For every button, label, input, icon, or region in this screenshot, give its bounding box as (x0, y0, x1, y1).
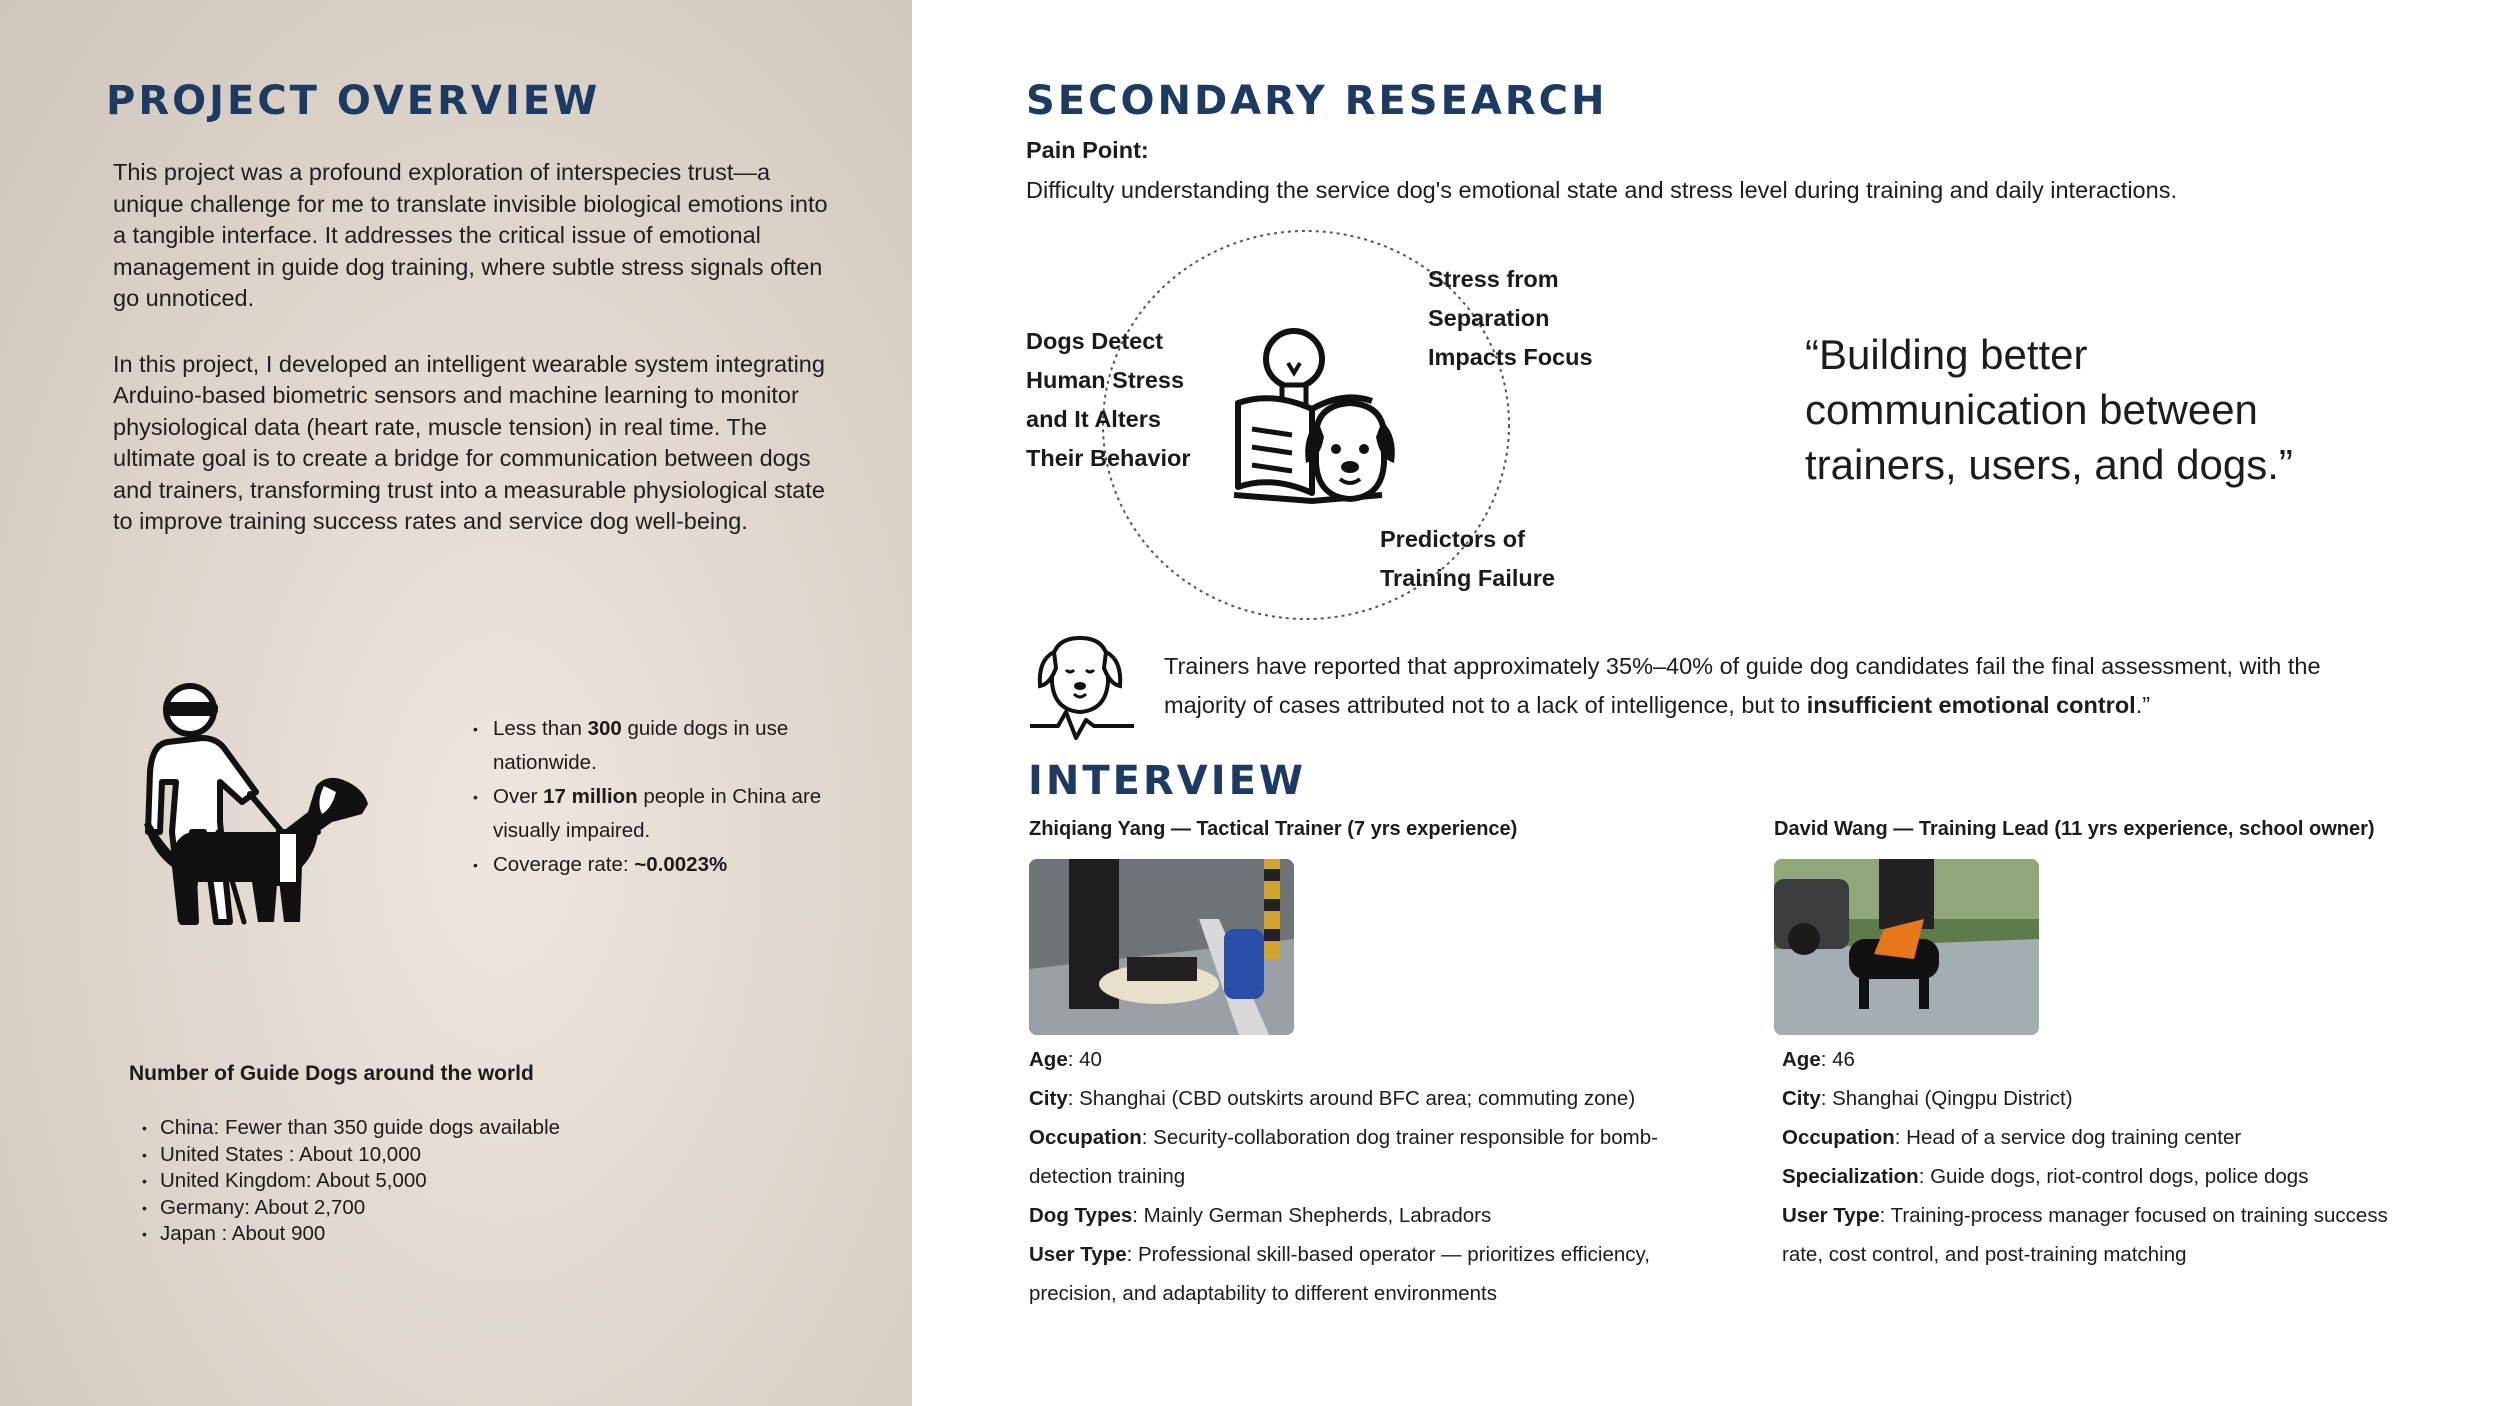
world-item: • China: Fewer than 350 guide dogs available (140, 1115, 740, 1142)
person-detail-row: City: Shanghai (CBD outskirts around BFC area; commuting zone) (1029, 1087, 1636, 1110)
stat-item: • Over 17 million people in China are visually impaired. (473, 780, 833, 848)
overview-paragraph-1: This project was a profound exploration of interspecies trust—a unique challenge for me to translate invisible biological emotions into a tangible interface. It addresses the critical issue of emotional management in guide dog training, where subtle stress signals often go unnoticed. (113, 159, 828, 311)
person1-header: Zhiqiang Yang — Tactical Trainer (7 yrs experience) (1029, 818, 1518, 840)
pain-point-text: Difficulty understanding the service dog's emotional state and stress level during training and daily interactions. (1026, 177, 2177, 203)
stat-item: • Less than 300 guide dogs in use nationwide. (473, 712, 833, 780)
pain-point-label: Pain Point: (1026, 137, 1149, 163)
overview-title: PROJECT OVERVIEW (106, 78, 601, 124)
world-item: • United Kingdom: About 5,000 (140, 1168, 740, 1195)
person-detail-row: City: Shanghai (Qingpu District) (1782, 1087, 2073, 1110)
interview-title: INTERVIEW (1028, 758, 1307, 804)
person-detail-row: Occupation: Head of a service dog training center (1782, 1126, 2242, 1149)
person1-photo (1029, 859, 1294, 1035)
person-detail-row: Age: 46 (1782, 1048, 1855, 1071)
stat-item: • Coverage rate: ~0.0023% (473, 848, 833, 882)
node-human-stress: Dogs Detect Human Stress and It Alters Their Behavior (1026, 328, 1191, 471)
guide-dog-person-icon (132, 682, 382, 927)
world-item: • Germany: About 2,700 (140, 1195, 740, 1222)
node-training-failure: Predictors of Training Failure (1380, 526, 1555, 591)
research-title: SECONDARY RESEARCH (1026, 78, 1608, 124)
book-dog-bulb-icon (1232, 325, 1410, 505)
person-detail-row: User Type: Training-process manager focused on training success rate, cost control, and post-training matching (1782, 1204, 2388, 1266)
person-detail-row: Specialization: Guide dogs, riot-control dogs, police dogs (1782, 1165, 2309, 1188)
node-separation-stress: Stress from Separation Impacts Focus (1428, 266, 1593, 370)
person2-details (1782, 1040, 2422, 1274)
world-item: • United States : About 10,000 (140, 1142, 740, 1169)
research-quote: “Building better communication between trainers, users, and dogs.” (1805, 331, 2293, 488)
person2-photo (1774, 859, 2039, 1035)
world-list (140, 1115, 740, 1248)
person-detail-row: User Type: Professional skill-based operator — prioritizes efficiency, precision, and adaptability to different environments (1029, 1243, 1650, 1305)
stats-list (473, 712, 833, 882)
world-title: Number of Guide Dogs around the world (129, 1062, 534, 1085)
dog-heartbeat-icon (1030, 632, 1134, 740)
overview-paragraph-2: In this project, I developed an intelligent wearable system integrating Arduino-based biometric sensors and machine learning to monitor physiological data (heart rate, muscle tension) in real time. The ultimate goal is to create a bridge for communication between dogs and trainers, transforming trust into a measurable physiological state to improve training success rates and service dog well-being. (113, 350, 825, 534)
person-detail-row: Age: 40 (1029, 1048, 1102, 1071)
person2-header: David Wang — Training Lead (11 yrs experience, school owner) (1774, 818, 2375, 840)
person-detail-row: Occupation: Security-collaboration dog trainer responsible for bomb-detection training (1029, 1126, 1658, 1188)
person-detail-row: Dog Types: Mainly German Shepherds, Labradors (1029, 1204, 1492, 1227)
world-item: • Japan : About 900 (140, 1221, 740, 1248)
person1-details (1029, 1040, 1729, 1313)
overview-text (113, 157, 833, 572)
research-finding: Trainers have reported that approximately 35%–40% of guide dog candidates fail the final assessment, with the majority of cases attributed not to a lack of intelligence, but to insufficient emotional control.” (1164, 653, 2321, 718)
